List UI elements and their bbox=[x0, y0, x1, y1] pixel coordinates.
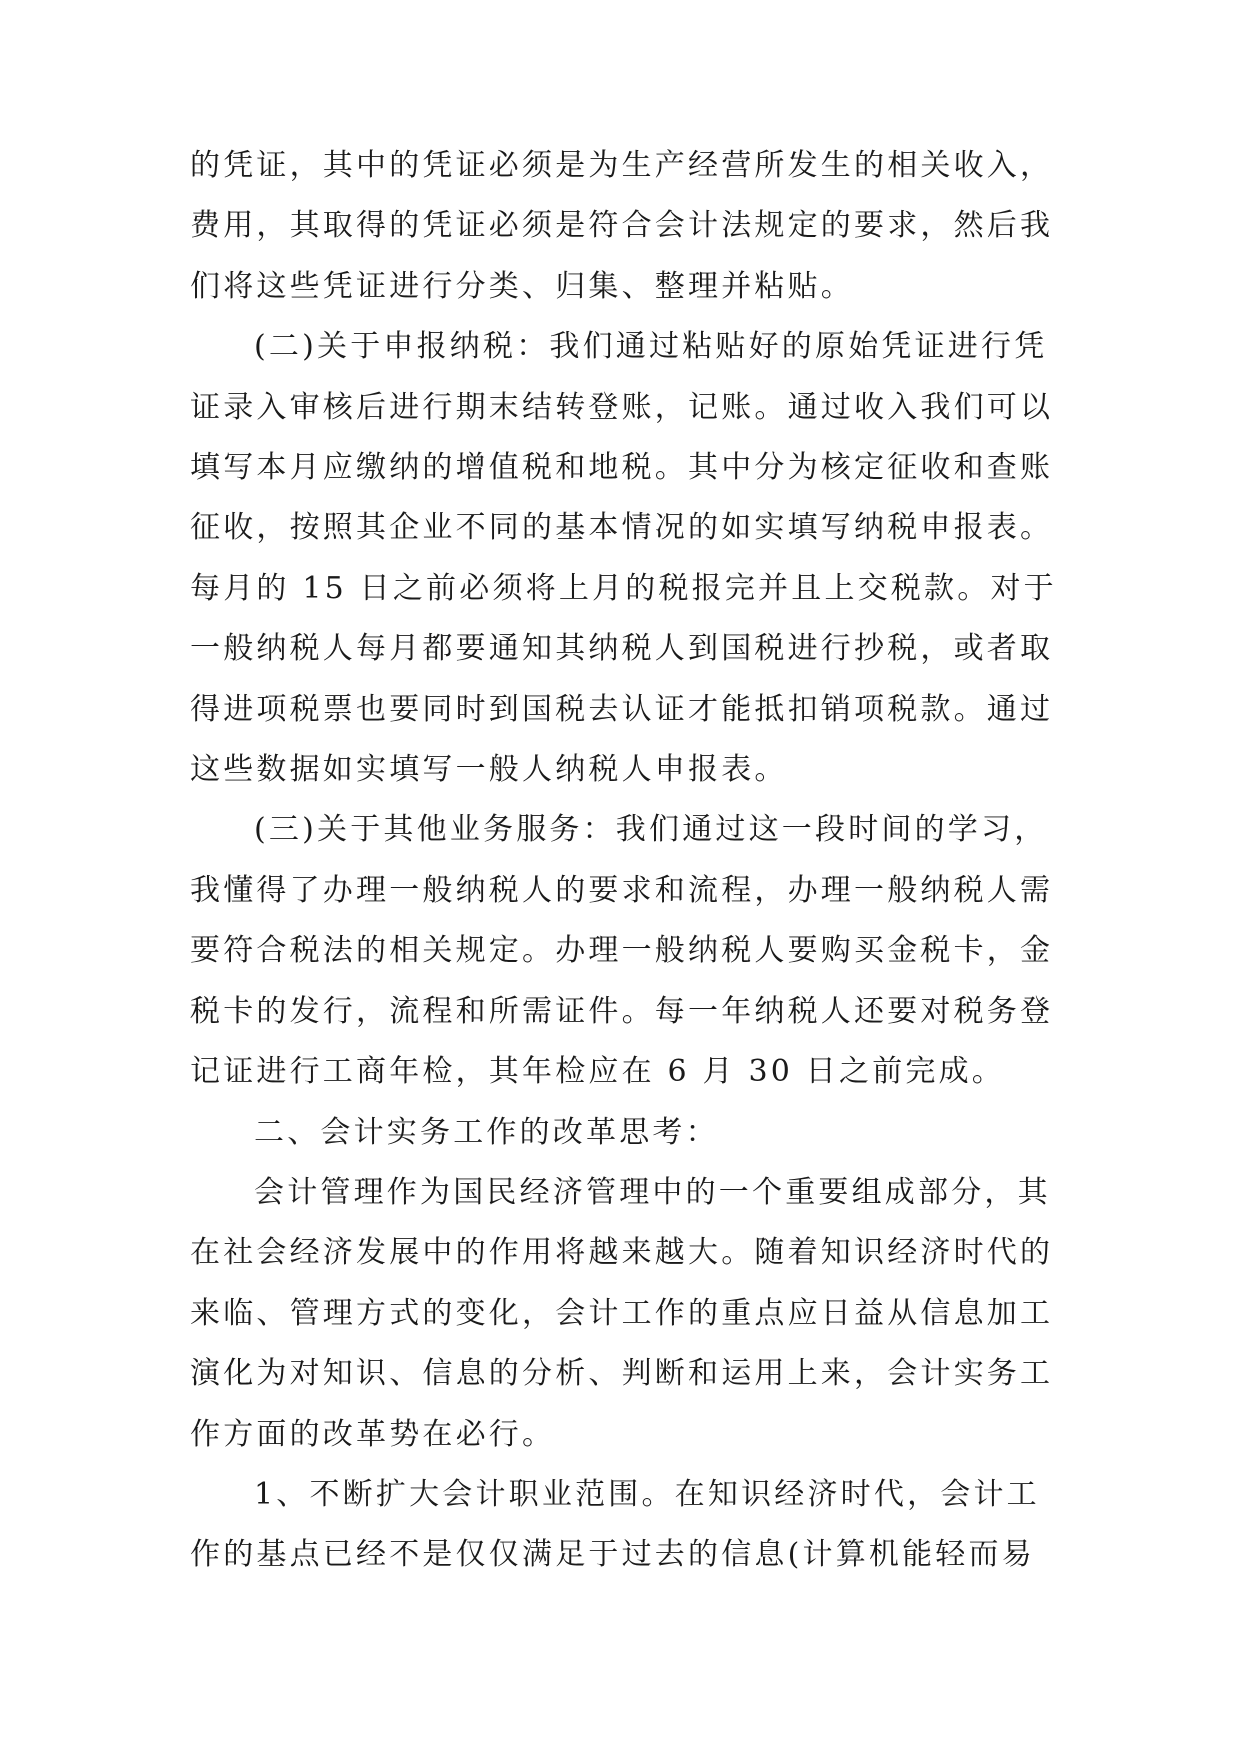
paragraph-other-services bbox=[190, 800, 1070, 1102]
text-line: 征收，按照其企业不同的基本情况的如实填写纳税申报表。 bbox=[190, 510, 1054, 546]
text-line: 证录入审核后进行期末结转登账，记账。通过收入我们可以 bbox=[190, 389, 1054, 425]
text-line: 的凭证，其中的凭证必须是为生产经营所发生的相关收入， bbox=[190, 148, 1054, 183]
paragraph-tax-declaration bbox=[190, 317, 1070, 800]
text-line: 得进项税票也要同时到国税去认证才能抵扣销项税款。通过 bbox=[190, 691, 1054, 727]
document-body bbox=[190, 136, 1070, 1586]
text-line: 1、不断扩大会计职业范围。在知识经济时代，会计工 bbox=[254, 1476, 1040, 1512]
text-line: 填写本月应缴纳的增值税和地税。其中分为核定征收和查账 bbox=[190, 450, 1054, 486]
text-line: (三)关于其他业务服务：我们通过这一段时间的学习， bbox=[254, 812, 1048, 848]
text-line: 每月的 15 日之前必须将上月的税报完并且上交税款。对于 bbox=[190, 570, 1057, 606]
text-line: 作的基点已经不是仅仅满足于过去的信息(计算机能轻而易 bbox=[190, 1537, 1035, 1573]
paragraph-voucher-continuation bbox=[190, 136, 1070, 317]
text-line: 要符合税法的相关规定。办理一般纳税人要购买金税卡，金 bbox=[190, 933, 1054, 969]
text-line: 会计管理作为国民经济管理中的一个重要组成部分，其 bbox=[254, 1174, 1051, 1210]
text-line: (二)关于申报纳税：我们通过粘贴好的原始凭证进行凭 bbox=[254, 329, 1048, 365]
text-line: 演化为对知识、信息的分析、判断和运用上来，会计实务工 bbox=[190, 1356, 1054, 1392]
text-line: 一般纳税人每月都要通知其纳税人到国税进行抄税，或者取 bbox=[190, 631, 1054, 667]
text-line: 们将这些凭证进行分类、归集、整理并粘贴。 bbox=[190, 268, 854, 304]
paragraph-accounting-management bbox=[190, 1163, 1070, 1465]
text-line: 这些数据如实填写一般人纳税人申报表。 bbox=[190, 752, 788, 788]
text-line: 作方面的改革势在必行。 bbox=[190, 1416, 556, 1452]
text-line: 税卡的发行，流程和所需证件。每一年纳税人还要对税务登 bbox=[190, 993, 1054, 1029]
heading-text: 二、会计实务工作的改革思考： bbox=[254, 1114, 719, 1150]
text-line: 记证进行工商年检，其年检应在 6 月 30 日之前完成。 bbox=[190, 1054, 1006, 1090]
section-heading-reform bbox=[190, 1103, 1070, 1163]
paragraph-expand-scope bbox=[190, 1465, 1070, 1586]
text-line: 费用，其取得的凭证必须是符合会计法规定的要求，然后我 bbox=[190, 208, 1054, 244]
text-line: 来临、管理方式的变化，会计工作的重点应日益从信息加工 bbox=[190, 1295, 1054, 1331]
text-line: 在社会经济发展中的作用将越来越大。随着知识经济时代的 bbox=[190, 1235, 1054, 1271]
text-line: 我懂得了办理一般纳税人的要求和流程，办理一般纳税人需 bbox=[190, 872, 1054, 908]
